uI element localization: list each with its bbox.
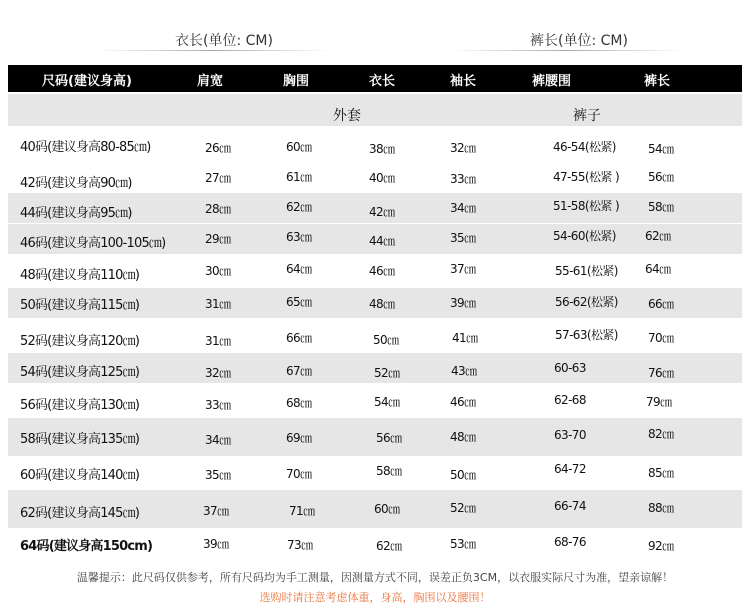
sleeve-cell: 32㎝ [450, 141, 476, 155]
sleeve-cell: 37㎝ [450, 262, 476, 276]
shoulder-cell: 31㎝ [205, 297, 231, 311]
pants-length-cell: 58㎝ [648, 200, 674, 214]
size-cell: 52码(建议身高120㎝) [20, 334, 140, 349]
size-cell: 60码(建议身高140㎝) [20, 468, 140, 483]
sleeve-cell: 34㎝ [450, 201, 476, 215]
size-cell: 56码(建议身高130㎝) [20, 398, 140, 413]
chest-cell: 70㎝ [286, 467, 312, 481]
size-cell: 42码(建议身高90㎝) [20, 176, 132, 191]
waist-cell: 51-58(松紧 ) [553, 199, 620, 213]
pants-length-cell: 82㎝ [648, 427, 674, 441]
pants-length-cell: 62㎝ [645, 229, 671, 243]
group-band [8, 94, 742, 126]
shoulder-cell: 32㎝ [205, 366, 231, 380]
top-length-unit-label: 衣长(单位: CM) [175, 33, 273, 49]
top-length-cell: 46㎝ [369, 264, 395, 278]
waist-cell: 68-76 [554, 535, 586, 549]
header-shoulder: 肩宽 [197, 74, 224, 89]
waist-cell: 55-61(松紧) [555, 264, 618, 278]
pants-length-cell: 76㎝ [648, 366, 674, 380]
top-length-cell: 54㎝ [374, 395, 400, 409]
sleeve-cell: 43㎝ [451, 364, 477, 378]
chest-cell: 65㎝ [286, 295, 312, 309]
shoulder-cell: 39㎝ [203, 537, 229, 551]
top-length-cell: 58㎝ [376, 464, 402, 478]
waist-cell: 56-62(松紧) [555, 295, 618, 309]
group-jacket-label: 外套 [333, 108, 361, 124]
header-top-length: 衣长 [369, 74, 396, 89]
chest-cell: 73㎝ [287, 538, 313, 552]
top-length-cell: 50㎝ [373, 333, 399, 347]
chest-cell: 68㎝ [286, 396, 312, 410]
waist-cell: 60-63 [554, 361, 586, 375]
pants-length-cell: 66㎝ [648, 297, 674, 311]
pants-length-cell: 85㎝ [648, 466, 674, 480]
measurement-disclaimer: 温馨提示：此尺码仅供参考，所有尺码均为手工测量，因测量方式不同，误差正负3CM，以衣服实际尺寸为准，望亲谅解！ [76, 571, 674, 584]
waist-cell: 46-54(松紧) [553, 140, 616, 154]
chest-cell: 64㎝ [286, 262, 312, 276]
shoulder-cell: 34㎝ [205, 433, 231, 447]
shoulder-cell: 27㎝ [205, 171, 231, 185]
purchase-tip: 选购时请注意考虑体重，身高，胸围以及腰围！ [259, 591, 491, 604]
header-pants-length: 裤长 [644, 74, 671, 89]
top-length-divider [95, 50, 330, 51]
top-length-cell: 42㎝ [369, 205, 395, 219]
waist-cell: 54-60(松紧) [553, 229, 616, 243]
pants-length-cell: 54㎝ [648, 142, 674, 156]
chest-cell: 61㎝ [286, 170, 312, 184]
shoulder-cell: 28㎝ [205, 202, 231, 216]
top-length-cell: 62㎝ [376, 539, 402, 553]
pants-length-cell: 70㎝ [648, 331, 674, 345]
size-cell: 44码(建议身高95㎝) [20, 206, 132, 221]
shoulder-cell: 26㎝ [205, 141, 231, 155]
size-cell: 62码(建议身高145㎝) [20, 506, 140, 521]
sleeve-cell: 39㎝ [450, 296, 476, 310]
top-length-cell: 60㎝ [374, 502, 400, 516]
sleeve-cell: 50㎝ [450, 468, 476, 482]
pants-length-cell: 88㎝ [648, 501, 674, 515]
waist-cell: 63-70 [554, 428, 586, 442]
pants-length-cell: 79㎝ [646, 395, 672, 409]
header-waist: 裤腰围 [532, 74, 572, 89]
shoulder-cell: 29㎝ [205, 232, 231, 246]
waist-cell: 57-63(松紧) [555, 328, 618, 342]
sleeve-cell: 46㎝ [450, 395, 476, 409]
chest-cell: 63㎝ [286, 230, 312, 244]
top-length-cell: 40㎝ [369, 171, 395, 185]
shoulder-cell: 31㎝ [205, 334, 231, 348]
size-cell: 50码(建议身高115㎝) [20, 298, 140, 313]
chest-cell: 71㎝ [289, 504, 315, 518]
size-cell: 40码(建议身高80-85㎝) [20, 140, 151, 155]
sleeve-cell: 33㎝ [450, 172, 476, 186]
chest-cell: 69㎝ [286, 431, 312, 445]
header-chest: 胸围 [283, 74, 310, 89]
waist-cell: 47-55(松紧 ) [553, 170, 620, 184]
shoulder-cell: 37㎝ [203, 504, 229, 518]
sleeve-cell: 41㎝ [452, 331, 478, 345]
sleeve-cell: 35㎝ [450, 231, 476, 245]
top-length-cell: 56㎝ [376, 431, 402, 445]
top-length-cell: 44㎝ [369, 234, 395, 248]
shoulder-cell: 33㎝ [205, 398, 231, 412]
header-sleeve: 袖长 [450, 74, 477, 89]
size-cell: 46码(建议身高100-105㎝) [20, 236, 166, 251]
pants-length-cell: 56㎝ [648, 170, 674, 184]
top-length-cell: 48㎝ [369, 297, 395, 311]
waist-cell: 62-68 [554, 393, 586, 407]
pants-length-cell: 64㎝ [645, 262, 671, 276]
shoulder-cell: 30㎝ [205, 264, 231, 278]
chest-cell: 67㎝ [286, 364, 312, 378]
pants-length-unit-label: 裤长(单位: CM) [530, 33, 628, 49]
size-cell: 58码(建议身高135㎝) [20, 432, 140, 447]
waist-cell: 66-74 [554, 499, 586, 513]
sleeve-cell: 48㎝ [450, 430, 476, 444]
chest-cell: 66㎝ [286, 331, 312, 345]
pants-length-cell: 92㎝ [648, 539, 674, 553]
top-length-cell: 38㎝ [369, 142, 395, 156]
size-cell: 48码(建议身高110㎝) [20, 268, 140, 283]
top-length-cell: 52㎝ [374, 366, 400, 380]
shoulder-cell: 35㎝ [205, 468, 231, 482]
size-cell: 54码(建议身高125㎝) [20, 365, 140, 380]
sleeve-cell: 53㎝ [450, 537, 476, 551]
chest-cell: 60㎝ [286, 140, 312, 154]
sleeve-cell: 52㎝ [450, 501, 476, 515]
header-size: 尺码(建议身高) [42, 74, 132, 89]
size-cell: 64码(建议身高150cm) [20, 539, 153, 554]
group-pants-label: 裤子 [573, 108, 601, 124]
waist-cell: 64-72 [554, 462, 586, 476]
table-header [8, 65, 742, 92]
pants-length-divider [450, 50, 685, 51]
chest-cell: 62㎝ [286, 200, 312, 214]
